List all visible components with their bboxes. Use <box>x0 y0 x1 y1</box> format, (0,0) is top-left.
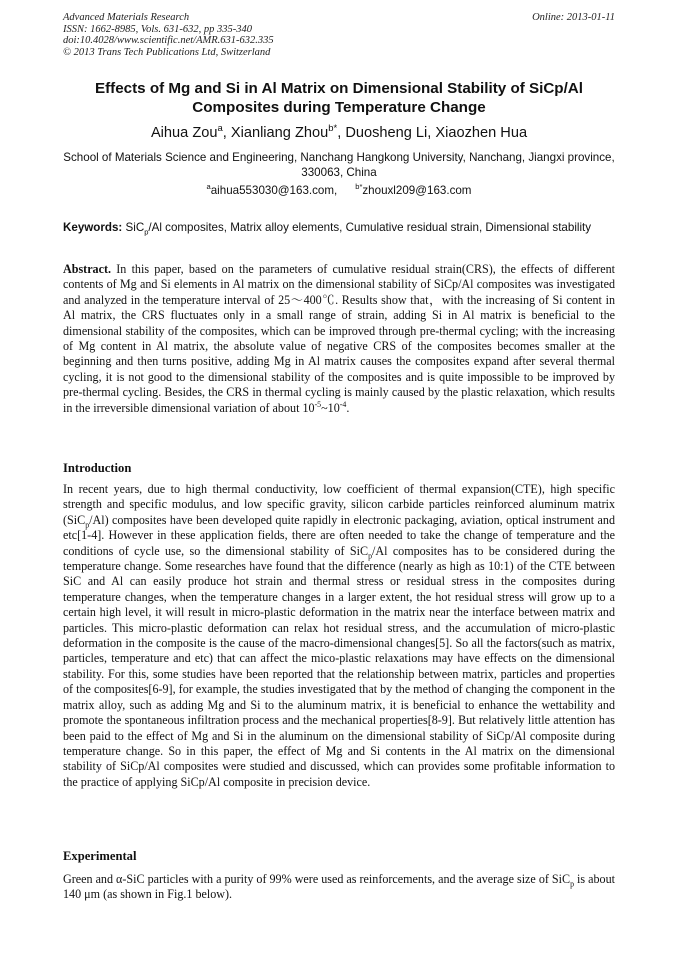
author: Aihua Zou$^a$, <box>150 123 231 141</box>
copyright-line: © 2013 Trans Tech Publications Ltd, Switzerland <box>63 46 271 58</box>
affiliation: School of Materials Science and Engineering, Nanchang Hangkong University, Nanchang, Jiangxi province, 330063, China <box>63 151 615 179</box>
author: Duosheng Li, <box>345 125 436 141</box>
author: Xianliang Zhou$^{b*}$, <box>230 123 346 141</box>
online-date: Online: 2013-01-11 <box>532 12 615 23</box>
keywords: Keywords: SiC$_p$/Al composites, Matrix alloy elements, Cumulative residual strain, Dimensional stability <box>63 221 592 237</box>
doi-line: doi:10.4028/www.scientific.net/AMR.631-632.335 <box>63 35 274 46</box>
author-emails <box>63 183 615 199</box>
issn-line: ISSN: 1662-8985, Vols. 631-632, pp 335-340 <box>63 23 252 35</box>
introduction-heading: Introduction <box>63 461 132 475</box>
keywords-label: Keywords: <box>63 221 123 234</box>
paper-title: Effects of Mg and Si in Al Matrix on Dimensional Stability of SiCp/Al Composites during Temperature Change <box>94 80 583 116</box>
email[interactable]: $^a$aihua553030@163.com, <box>206 182 338 197</box>
introduction-paragraph: In recent years, due to high thermal conductivity, low coefficient of thermal expansion(CTE), high specific strength and specific modulus, and low specific gravity, silicon carbide particles reinforced aluminum matrix (SiC$_p$/Al) composites have been developed quite rapidly in electronic packaging, aviation, optical instrument and etc[1-4]. However in these application fields, there are often needed to take the change of temperature and the conditions of cycle use, so the dimensional stability of SiC$_p$/Al composites has to be considered during the temperature change. Some researches have found that the difference (nearly as high as 10:1) of the CTE between SiC and Al can easily produce hot strain and thermal stress or residual stress in the composites during temperature changes, when the temperature changes in a larger extent, the hot residual stress will grow up to a certain high level, it will result in micro-plastic deformation in the matrix near the interface between matrix and particles. This micro-plastic deformation can relax hot residual stress, and the accumulation of micro-plastic deformation in the composite is the cause of the macro-dimensional changes[5]. So all the factors(such as matrix, particles, temperature and etc) that can affect the mico-plastic relaxations may have effects on the dimensional stability. For this, some studies have been reported that the relationship between matrix, particles and properties of the composites[6-9], for example, the studies investigated that by the method of changing the component in the matrix alloy, such as adding Mg and Si to the aluminum matrix, it is beneficial to enhance the wettability and promote the spontaneous infiltration process and the mechanical properties[8-9]. But relatively little attention has been paid to the effect of Mg and Si in the aluminum on the dimensional stability of SiCp/Al composite during temperature change. So in this paper, the effect of Mg and Si contents in the Al matrix on the dimensional stability of SiCp/Al composites were studied and discussed, which can provides some profitable information to the practice of applying SiCp/Al composite in precision device. <box>63 482 615 789</box>
author-list <box>63 124 615 142</box>
journal-header <box>63 12 615 58</box>
email[interactable]: $^{b*}$zhouxl209@163.com <box>355 182 472 197</box>
abstract: Abstract. In this paper, based on the parameters of cumulative residual strain(CRS), the effects of different contents of Mg and Si elements in Al matrix on the dimensional stability of SiCp/Al composites was investigated and analyzed in the temperature interval of 25～400℃. Results show that，with the increasing of Si content in Al matrix, the CRS fluctuates only in a small range of strain, adding Si in Al matrix is beneficial to the dimensional stability of the composites, which can be improved through pre-thermal cycling; with the increasing of Mg content in Al matrix, the absolute value of negative CRS of the composites becomes smaller at the beginning and then turns positive, adding Mg in Al matrix causes the composites expand after several thermal cycling, it is not good to the dimensional stability of the composites and is quite impossible to be improved by pre-thermal cycling. Besides, the CRS in thermal cycling is mainly caused by the plastic relaxation, which results in the irreversible dimensional variation of about $10^{-5}\sim 10^{-4}$. <box>63 262 615 415</box>
journal-name: Advanced Materials Research <box>63 12 190 23</box>
experimental-paragraph: Green and α-SiC particles with a purity of 99% were used as reinforcements, and the average size of SiC$_p$ is about 140 μm (as shown in Fig.1 below). <box>63 872 615 902</box>
experimental-heading: Experimental <box>63 849 137 863</box>
abstract-label: Abstract. <box>63 262 112 276</box>
author: Xiaozhen Hua <box>435 125 528 141</box>
